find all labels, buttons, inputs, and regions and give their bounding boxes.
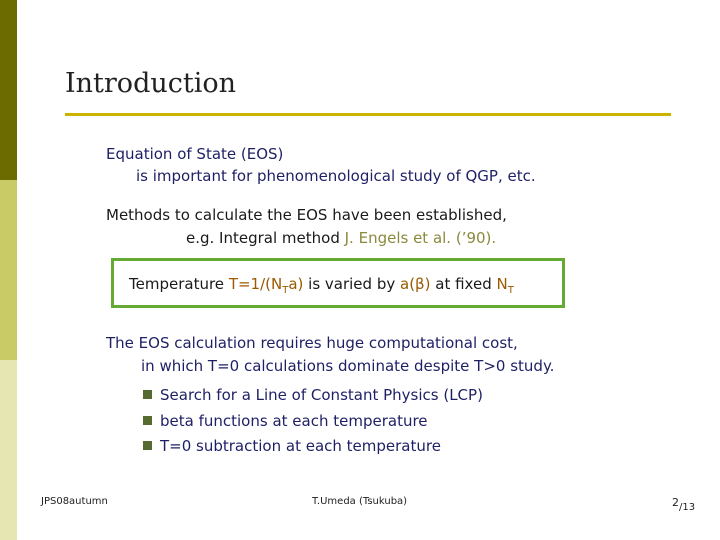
- page-number: 2/13: [672, 496, 696, 513]
- bullet-item: T=0 subtraction at each temperature: [143, 437, 441, 455]
- box-formula: $T=1/(N_Ta)$: [228, 275, 304, 296]
- sidebar-band-middle: [0, 180, 17, 360]
- footer-author: T.Umeda (Tsukuba): [312, 496, 408, 507]
- para2-method: e.g. Integral method: [186, 229, 340, 247]
- box-text-2: is varied by: [308, 275, 396, 293]
- box-nt: $N_T$: [496, 275, 514, 296]
- para1-line2: is important for phenomenological study of QGP, etc.: [136, 167, 536, 185]
- para1-line1: Equation of State (EOS): [106, 145, 284, 163]
- para2-line1: Methods to calculate the EOS have been established,: [106, 206, 507, 224]
- sidebar-band-top: [0, 0, 17, 180]
- para3-line1: The EOS calculation requires huge computational cost,: [106, 334, 518, 352]
- bullet-square-icon: [143, 416, 152, 425]
- para2-reference: J. Engels et al. (’90).: [344, 229, 497, 247]
- bullet-square-icon: [143, 441, 152, 450]
- slide-title: Introduction: [65, 68, 236, 99]
- para2-line2: [186, 229, 496, 247]
- box-text: [129, 275, 514, 296]
- sidebar-band-bottom: [0, 360, 17, 540]
- para3-line2: in which T=0 calculations dominate despite T>0 study.: [141, 357, 555, 375]
- bullet-item: Search for a Line of Constant Physics (LCP): [143, 386, 483, 404]
- box-param: a(β): [400, 275, 431, 293]
- box-text-3: at fixed: [435, 275, 492, 293]
- footer-event: JPS08autumn: [41, 496, 108, 507]
- title-underline: [65, 113, 671, 116]
- bullet-square-icon: [143, 390, 152, 399]
- bullet-item: beta functions at each temperature: [143, 412, 428, 430]
- box-text-1: Temperature: [129, 275, 225, 293]
